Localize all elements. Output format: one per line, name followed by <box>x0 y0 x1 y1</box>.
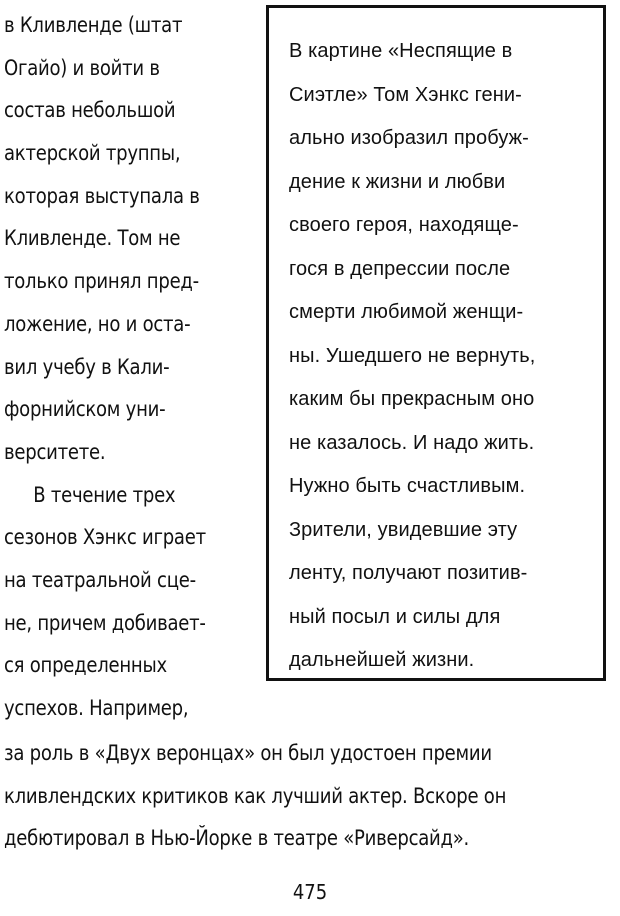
main-text-column <box>4 4 228 730</box>
text-line: дебютировал в Нью-Йорке в театре «Риверсайд». <box>4 826 470 851</box>
sidebar-line: ально изобразил пробуж- <box>289 127 529 149</box>
text-line: за роль в «Двух веронцах» он был удостоен премии <box>4 741 492 765</box>
sidebar-line: своего героя, находяще- <box>289 214 519 236</box>
sidebar-line: ленту, получают позитив- <box>289 562 528 584</box>
text-line: кливлендских критиков как лучший актер. Вскоре он <box>4 783 507 808</box>
text-line: в Кливленде (штат <box>4 13 183 37</box>
text-line: Кливленде. Том не <box>4 226 181 251</box>
text-line: верситете. <box>4 439 106 464</box>
sidebar-line: не казалось. И надо жить. <box>289 431 535 454</box>
sidebar-line: дальнейшей жизни. <box>289 649 475 671</box>
paragraph-start-line: В течение трех <box>33 482 176 507</box>
sidebar-line: Нужно быть счастливым. <box>289 475 526 497</box>
sidebar-line: Зрители, увидевшие эту <box>289 518 518 541</box>
text-line: только принял пред- <box>4 269 199 294</box>
sidebar-line: В картине «Неспящие в <box>289 40 513 62</box>
sidebar-line: Сиэтле» Том Хэнкс гени- <box>289 83 522 106</box>
text-line: сезонов Хэнкс играет <box>4 525 206 550</box>
text-line: успехов. Например, <box>4 696 189 720</box>
full-width-text <box>4 732 506 860</box>
sidebar-line: ный посыл и силы для <box>289 605 501 628</box>
page-number: 475 <box>292 880 328 904</box>
sidebar-line: гося в депрессии после <box>289 257 511 280</box>
sidebar-line: ны. Ушедшего не вернуть, <box>289 344 536 367</box>
sidebar-line: смерти любимой женщи- <box>289 301 524 323</box>
text-line: ложение, но и оста- <box>4 311 191 336</box>
text-line: которая выступала в <box>4 183 200 208</box>
text-line: Огайо) и войти в <box>4 55 160 80</box>
text-line: состав небольшой <box>4 98 176 123</box>
sidebar-line: каким бы прекрасным оно <box>289 388 535 410</box>
text-line: вил учебу в Кали- <box>4 354 170 379</box>
text-line: на театральной сце- <box>4 567 196 592</box>
text-line: форнийском уни- <box>4 397 166 422</box>
text-line: актерской труппы, <box>4 141 181 166</box>
text-line: не, причем добивает- <box>4 610 206 635</box>
sidebar-text <box>289 30 535 683</box>
sidebar-box <box>266 5 606 681</box>
sidebar-line: дение к жизни и любви <box>289 170 506 193</box>
text-line: ся определенных <box>4 653 167 678</box>
